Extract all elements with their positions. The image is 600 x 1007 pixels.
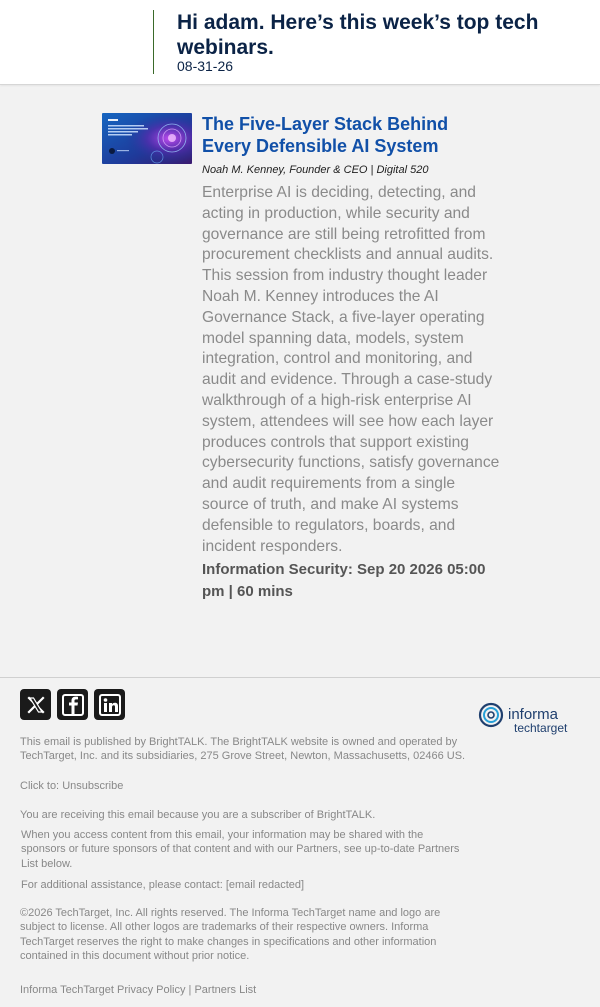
webinar-speaker: Noah M. Kenney, Founder & CEO | Digital 520 [202, 164, 429, 176]
webinar-meta: Information Security: Sep 20 2026 05:00 pm | 60 mins [202, 561, 486, 601]
social-links [20, 689, 125, 720]
published-notice: This email is published by BrightTALK. The BrightTALK website is owned and operated by TechTarget, Inc. and its subsidiaries, 275 Grove Street, Newton, Massachusetts, 02466 US. [20, 736, 466, 763]
webinar-details [202, 113, 502, 603]
logo-line1: informa [508, 706, 559, 723]
header-divider [153, 10, 154, 74]
webinar-description: Enterprise AI is deciding, detecting, and acting in production, while security and governance are still being retrofitted from procurement checklists and annual audits. This session from industry thought leader Noah M. Kenney introduces the AI Governance Stack, a five-layer operating model spanning data, models, system integration, control and monitoring, and audit and evidence. Through a case-study walkthrough of a high-risk enterprise AI system, attendees will see how each layer produces controls that support existing cybersecurity functions, satisfy governance and audit requirements from a single source of truth, and make AI systems defensible to regulators, boards, and incident responders. [202, 184, 500, 555]
link-separator: | [188, 984, 192, 996]
webinar-thumbnail[interactable] [102, 113, 192, 164]
informa-techtarget-logo [478, 699, 578, 737]
receiving-notice: You are receiving this email because you are a subscriber of BrightTALK. [20, 809, 376, 821]
sharing-notice: When you access content from this email, your information may be shared with the sponsors or future sponsors of that content and with our Partners, see up-to-date Partners List below. [21, 829, 460, 870]
logo-line2: techtarget [514, 721, 568, 735]
copyright-notice: ©2026 TechTarget, Inc. All rights reserved. The Informa TechTarget name and logo are subject to license. All other logos are trademarks of their respective owners. Informa TechTarget reserves the right to make changes in specifications and other information contained in this document without prior notice. [20, 907, 441, 962]
assistance-notice: For additional assistance, please contact: [email redacted] [21, 879, 305, 891]
unsubscribe-row [20, 779, 470, 793]
footer-links [20, 983, 470, 997]
click-prefix: Click to: [20, 780, 60, 792]
partners-list-link[interactable]: Partners List [194, 984, 257, 996]
privacy-policy-link[interactable]: Informa TechTarget Privacy Policy [20, 984, 186, 996]
footer-divider [0, 677, 600, 678]
greeting-heading: Hi adam. Here’s this week’s top tech webinars. [177, 11, 539, 59]
facebook-icon[interactable] [57, 689, 88, 720]
webinar-title-link[interactable]: The Five-Layer Stack Behind Every Defensible AI System [202, 114, 449, 156]
email-header [0, 0, 600, 85]
unsubscribe-link[interactable]: Unsubscribe [62, 780, 124, 792]
linkedin-icon[interactable] [94, 689, 125, 720]
x-icon[interactable] [20, 689, 51, 720]
header-date: 08-31-26 [177, 58, 234, 74]
